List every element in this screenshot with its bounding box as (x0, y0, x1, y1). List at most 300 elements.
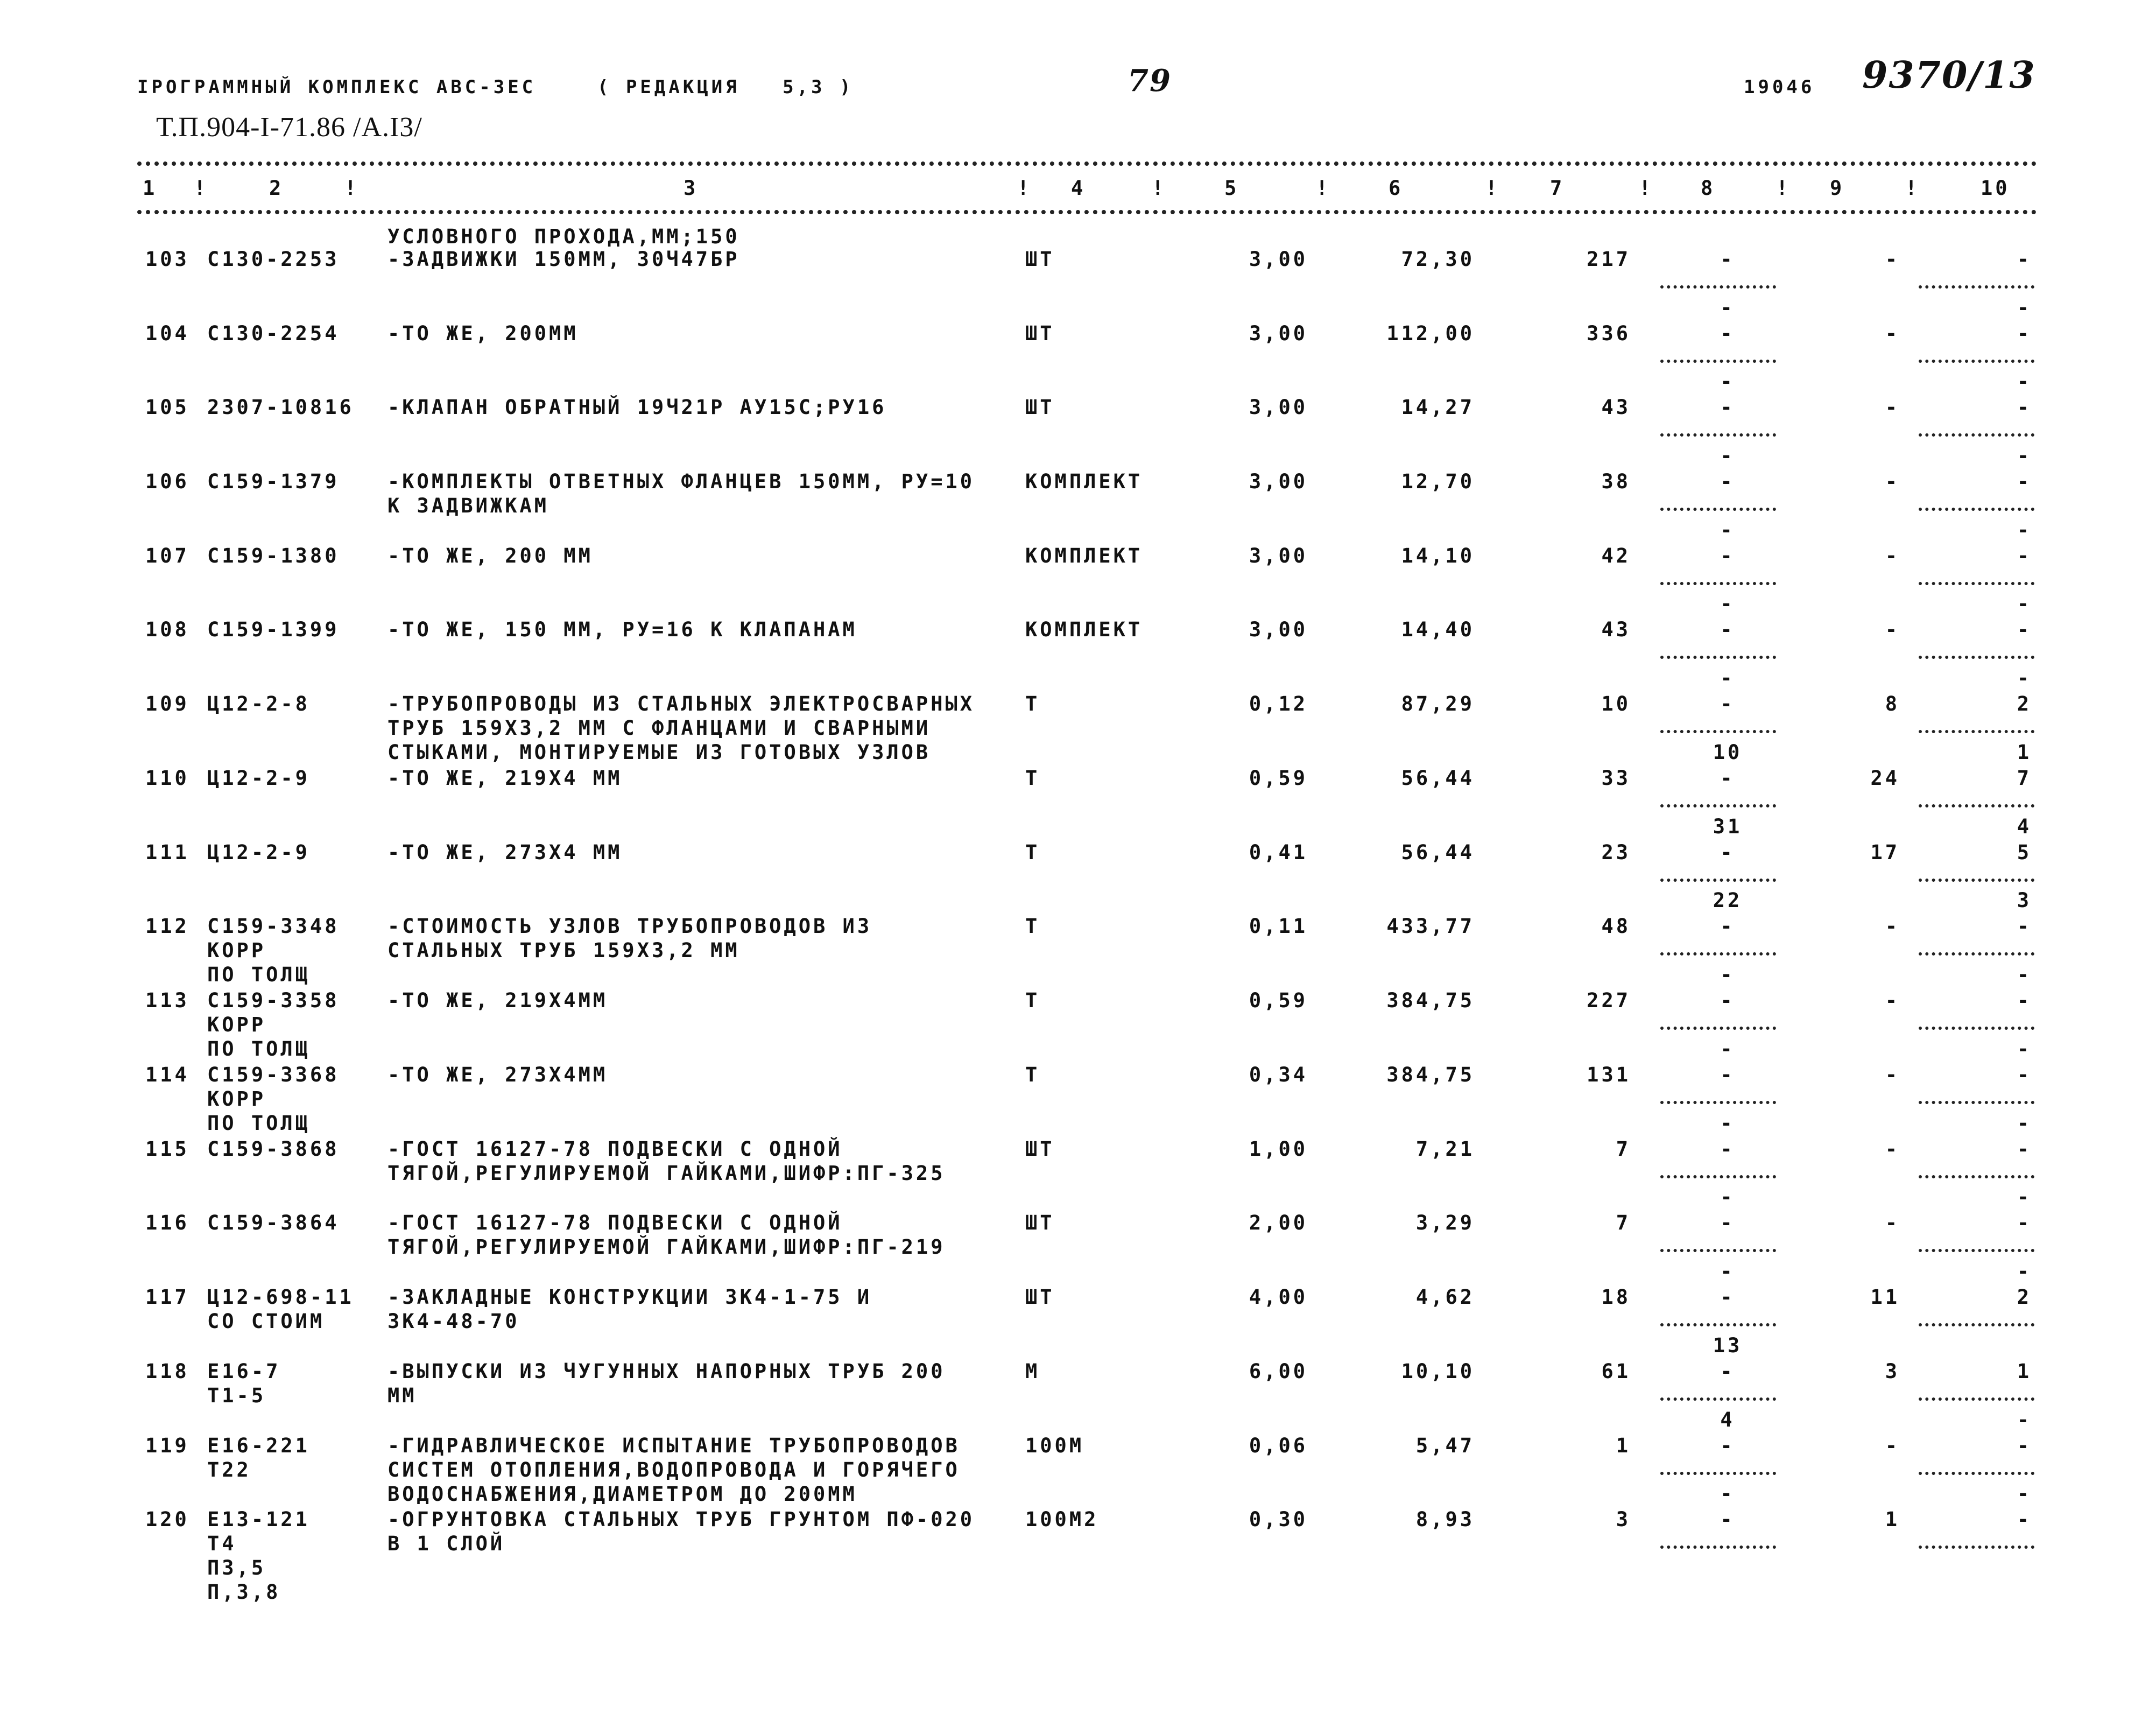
subtotal-rule (1919, 1101, 2034, 1104)
unit-price: 14,10 (1401, 544, 1475, 567)
col8-subvalue: - (1720, 1260, 1735, 1283)
item-description: ММ (387, 1384, 417, 1407)
subtotal-rule (1919, 433, 2034, 437)
resource-code: ПО ТОЛЩ (207, 1112, 310, 1135)
total-cost: 227 (1587, 989, 1631, 1012)
subtotal-rule (1660, 285, 1776, 289)
item-description: ЗК4-48-70 (387, 1310, 520, 1333)
col8-value: - (1720, 1360, 1735, 1383)
col10-value: - (2017, 248, 2032, 271)
row-number: 116 (145, 1211, 189, 1234)
subtotal-rule (1660, 1101, 1776, 1104)
col10-value: 1 (2017, 1360, 2032, 1383)
col8-value: - (1720, 1508, 1735, 1531)
unit: КОМПЛЕКТ (1025, 544, 1143, 567)
column-header-6: 6 (1389, 177, 1404, 200)
col10-value: - (2017, 396, 2032, 419)
resource-code: КОРР (207, 1013, 266, 1036)
col8-subvalue: - (1720, 370, 1735, 393)
resource-code: Т4 (207, 1532, 237, 1555)
row-number: 111 (145, 841, 189, 864)
col8-value: - (1720, 1286, 1735, 1309)
quantity: 3,00 (1249, 470, 1308, 493)
quantity: 0,06 (1249, 1434, 1308, 1457)
subtotal-rule (1660, 1397, 1776, 1401)
col9-value: - (1885, 1211, 1900, 1234)
column-divider: ! (1639, 177, 1654, 200)
col9-value: - (1885, 1063, 1900, 1086)
col8-value: - (1720, 396, 1735, 419)
col10-subvalue: - (2017, 592, 2032, 615)
col8-value: - (1720, 767, 1735, 790)
col8-value: - (1720, 618, 1735, 641)
item-description: ТРУБ 159Х3,2 ММ С ФЛАНЦАМИ И СВАРНЫМИ (387, 716, 931, 740)
row-number: 110 (145, 767, 189, 790)
item-description: -ЗАКЛАДНЫЕ КОНСТРУКЦИИ ЗК4-1-75 И (387, 1286, 872, 1309)
resource-code: С159-1399 (207, 618, 340, 641)
subtotal-rule (1919, 285, 2034, 289)
item-description: СТЫКАМИ, МОНТИРУЕМЫЕ ИЗ ГОТОВЫХ УЗЛОВ (387, 741, 931, 764)
unit: 100М2 (1025, 1508, 1099, 1531)
column-header-8: 8 (1701, 177, 1716, 200)
row-number: 119 (145, 1434, 189, 1457)
col8-subvalue: - (1720, 296, 1735, 319)
row-number: 103 (145, 248, 189, 271)
row-number: 113 (145, 989, 189, 1012)
column-header-4: 4 (1071, 177, 1086, 200)
resource-code: С159-3358 (207, 989, 340, 1012)
unit: ШТ (1025, 248, 1055, 271)
col9-value: 3 (1885, 1360, 1900, 1383)
col8-value: - (1720, 841, 1735, 864)
page-number: 79 (1128, 63, 1172, 99)
quantity: 3,00 (1249, 544, 1308, 567)
resource-code: Ц12-2-9 (207, 841, 310, 864)
quantity: 4,00 (1249, 1286, 1308, 1309)
row-number: 109 (145, 692, 189, 715)
item-description: ВОДОСНАБЖЕНИЯ,ДИАМЕТРОМ ДО 200ММ (387, 1483, 857, 1506)
column-header-10: 10 (1981, 177, 2010, 200)
unit: КОМПЛЕКТ (1025, 618, 1143, 641)
col10-value: - (2017, 915, 2032, 938)
subtotal-rule (1919, 1249, 2034, 1252)
column-divider: ! (1485, 177, 1500, 200)
col9-value: - (1885, 322, 1900, 345)
resource-code: СО СТОИМ (207, 1310, 325, 1333)
unit-price: 56,44 (1401, 767, 1475, 790)
col9-value: - (1885, 396, 1900, 419)
subtotal-rule (1919, 360, 2034, 363)
unit-price: 3,29 (1415, 1211, 1475, 1234)
column-divider: ! (1776, 177, 1791, 200)
column-header-5: 5 (1224, 177, 1239, 200)
row-number: 105 (145, 396, 189, 419)
col9-value: - (1885, 1137, 1900, 1161)
subtotal-rule (1660, 952, 1776, 956)
resource-code: Т22 (207, 1458, 251, 1481)
total-cost: 42 (1601, 544, 1631, 567)
subtotal-rule (1919, 1472, 2034, 1475)
unit: КОМПЛЕКТ (1025, 470, 1143, 493)
total-cost: 33 (1601, 767, 1631, 790)
item-description: -КОМПЛЕКТЫ ОТВЕТНЫХ ФЛАНЦЕВ 150ММ, РУ=10 (387, 470, 975, 493)
subtotal-rule (1919, 730, 2034, 733)
total-cost: 43 (1601, 618, 1631, 641)
row-number: 107 (145, 544, 189, 567)
program-title: ІРОГРАММНЫЙ КОМПЛЕКС АВС-ЗЕС (137, 76, 537, 98)
subtotal-rule (1660, 1472, 1776, 1475)
item-description: СТАЛЬНЫХ ТРУБ 159Х3,2 ММ (387, 939, 740, 962)
item-description: -ОГРУНТОВКА СТАЛЬНЫХ ТРУБ ГРУНТОМ ПФ-020 (387, 1508, 975, 1531)
subtotal-rule (1919, 508, 2034, 511)
col9-value: 11 (1870, 1286, 1900, 1309)
col10-subvalue: - (2017, 1037, 2032, 1060)
resource-code: КОРР (207, 939, 266, 962)
col9-value: - (1885, 618, 1900, 641)
subtotal-rule (1660, 582, 1776, 585)
unit: М (1025, 1360, 1040, 1383)
col8-subvalue: 4 (1720, 1408, 1735, 1431)
col9-value: 8 (1885, 692, 1900, 715)
unit-price: 8,93 (1415, 1508, 1475, 1531)
subtotal-rule (1919, 582, 2034, 585)
col9-value: - (1885, 544, 1900, 567)
column-header-9: 9 (1830, 177, 1845, 200)
col9-value: - (1885, 915, 1900, 938)
quantity: 0,59 (1249, 767, 1308, 790)
quantity: 0,34 (1249, 1063, 1308, 1086)
col10-subvalue: - (2017, 1185, 2032, 1209)
col10-value: 7 (2017, 767, 2032, 790)
total-cost: 10 (1601, 692, 1631, 715)
item-description: -ТО ЖЕ, 219Х4 ММ (387, 767, 623, 790)
col10-subvalue: 3 (2017, 889, 2032, 912)
col8-subvalue: - (1720, 1482, 1735, 1505)
col10-value: - (2017, 618, 2032, 641)
subtotal-rule (1919, 1546, 2034, 1549)
col10-value: - (2017, 1063, 2032, 1086)
resource-code: КОРР (207, 1087, 266, 1111)
col8-value: - (1720, 322, 1735, 345)
col8-subvalue: 22 (1713, 889, 1743, 912)
total-cost: 217 (1587, 248, 1631, 271)
unit-price: 72,30 (1401, 248, 1475, 271)
doc-reference: Т.П.904-I-71.86 /А.I3/ (156, 112, 422, 143)
total-cost: 43 (1601, 396, 1631, 419)
subtotal-rule (1919, 1323, 2034, 1326)
col10-value: 2 (2017, 692, 2032, 715)
intro-line: УСЛОВНОГО ПРОХОДА,ММ;150 (387, 225, 740, 248)
column-divider: ! (344, 177, 360, 200)
col8-value: - (1720, 915, 1735, 938)
subtotal-rule (1660, 433, 1776, 437)
unit: ШТ (1025, 1286, 1055, 1309)
subtotal-rule (1919, 804, 2034, 807)
item-description: -ВЫПУСКИ ИЗ ЧУГУННЫХ НАПОРНЫХ ТРУБ 200 (387, 1360, 946, 1383)
subtotal-rule (1660, 1546, 1776, 1549)
quantity: 1,00 (1249, 1137, 1308, 1161)
item-description: -ГИДРАВЛИЧЕСКОЕ ИСПЫТАНИЕ ТРУБОПРОВОДОВ (387, 1434, 960, 1457)
col10-subvalue: - (2017, 1482, 2032, 1505)
col9-value: - (1885, 248, 1900, 271)
subtotal-rule (1919, 952, 2034, 956)
unit: Т (1025, 841, 1040, 864)
subtotal-rule (1919, 656, 2034, 659)
unit-price: 7,21 (1415, 1137, 1475, 1161)
unit-price: 56,44 (1401, 841, 1475, 864)
resource-code: С130-2253 (207, 248, 340, 271)
column-header-1: 1 (143, 177, 158, 200)
column-divider: ! (1905, 177, 1920, 200)
col8-subvalue: - (1720, 666, 1735, 690)
col10-subvalue: 4 (2017, 815, 2032, 838)
resource-code: Ц12-698-11 (207, 1286, 354, 1309)
resource-code: П3,5 (207, 1556, 266, 1579)
col8-subvalue: 10 (1713, 741, 1743, 764)
col10-value: - (2017, 1211, 2032, 1234)
unit: ШТ (1025, 396, 1055, 419)
unit-price: 10,10 (1401, 1360, 1475, 1383)
column-divider: ! (194, 177, 209, 200)
resource-code: С159-3368 (207, 1063, 340, 1086)
col10-value: - (2017, 470, 2032, 493)
col10-subvalue: - (2017, 666, 2032, 690)
unit-price: 5,47 (1415, 1434, 1475, 1457)
column-header-7: 7 (1550, 177, 1565, 200)
total-cost: 3 (1616, 1508, 1631, 1531)
row-number: 104 (145, 322, 189, 345)
handwritten-stamp: 9370/13 (1862, 54, 2036, 97)
resource-code: С159-1379 (207, 470, 340, 493)
column-divider: ! (1316, 177, 1331, 200)
col10-value: - (2017, 544, 2032, 567)
item-description: -ТО ЖЕ, 200ММ (387, 322, 579, 345)
col8-subvalue: - (1720, 444, 1735, 467)
row-number: 108 (145, 618, 189, 641)
subtotal-rule (1660, 1249, 1776, 1252)
column-header-2: 2 (269, 177, 284, 200)
row-number: 115 (145, 1137, 189, 1161)
total-cost: 1 (1616, 1434, 1631, 1457)
subtotal-rule (1919, 1175, 2034, 1178)
column-divider: ! (1152, 177, 1167, 200)
quantity: 6,00 (1249, 1360, 1308, 1383)
col10-subvalue: 1 (2017, 741, 2032, 764)
col10-subvalue: - (2017, 963, 2032, 986)
col10-value: - (2017, 1434, 2032, 1457)
subtotal-rule (1660, 804, 1776, 807)
subtotal-rule (1660, 1175, 1776, 1178)
quantity: 0,41 (1249, 841, 1308, 864)
quantity: 0,11 (1249, 915, 1308, 938)
item-description: -ТО ЖЕ, 200 ММ (387, 544, 593, 567)
item-description: ТЯГОЙ,РЕГУЛИРУЕМОЙ ГАЙКАМИ,ШИФР:ПГ-325 (387, 1162, 946, 1185)
edition-label: ( РЕДАКЦИЯ 5,3 ) (597, 76, 854, 98)
resource-code: Ц12-2-8 (207, 692, 310, 715)
col8-subvalue: - (1720, 1037, 1735, 1060)
item-description: К ЗАДВИЖКАМ (387, 494, 549, 517)
col8-value: - (1720, 989, 1735, 1012)
item-description: В 1 СЛОЙ (387, 1532, 505, 1555)
quantity: 0,59 (1249, 989, 1308, 1012)
col10-subvalue: - (2017, 518, 2032, 542)
item-description: -ГОСТ 16127-78 ПОДВЕСКИ С ОДНОЙ (387, 1211, 843, 1234)
col10-value: - (2017, 322, 2032, 345)
col9-value: 17 (1870, 841, 1900, 864)
total-cost: 336 (1587, 322, 1631, 345)
unit-price: 87,29 (1401, 692, 1475, 715)
total-cost: 38 (1601, 470, 1631, 493)
col10-subvalue: - (2017, 444, 2032, 467)
header-top-rule (137, 161, 2037, 166)
resource-code: Ц12-2-9 (207, 767, 310, 790)
col9-value: 24 (1870, 767, 1900, 790)
unit-price: 12,70 (1401, 470, 1475, 493)
column-divider: ! (1017, 177, 1032, 200)
unit-price: 14,40 (1401, 618, 1475, 641)
subtotal-rule (1660, 730, 1776, 733)
item-description: -ГОСТ 16127-78 ПОДВЕСКИ С ОДНОЙ (387, 1137, 843, 1161)
quantity: 3,00 (1249, 618, 1308, 641)
resource-code: 2307-10816 (207, 396, 354, 419)
resource-code: Е16-7 (207, 1360, 281, 1383)
unit-price: 4,62 (1415, 1286, 1475, 1309)
col8-value: - (1720, 1434, 1735, 1457)
col10-value: 5 (2017, 841, 2032, 864)
unit: Т (1025, 915, 1040, 938)
subtotal-rule (1660, 360, 1776, 363)
col8-subvalue: - (1720, 592, 1735, 615)
document-code: 19046 (1744, 76, 1815, 98)
total-cost: 23 (1601, 841, 1631, 864)
col8-value: - (1720, 1063, 1735, 1086)
col10-value: - (2017, 989, 2032, 1012)
subtotal-rule (1660, 656, 1776, 659)
col10-value: - (2017, 1137, 2032, 1161)
quantity: 3,00 (1249, 248, 1308, 271)
col9-value: 1 (1885, 1508, 1900, 1531)
col8-subvalue: 31 (1713, 815, 1743, 838)
subtotal-rule (1660, 1323, 1776, 1326)
col8-value: - (1720, 470, 1735, 493)
total-cost: 7 (1616, 1137, 1631, 1161)
col10-subvalue: - (2017, 296, 2032, 319)
col8-value: - (1720, 248, 1735, 271)
column-header-3: 3 (684, 177, 699, 200)
item-description: -ТРУБОПРОВОДЫ ИЗ СТАЛЬНЫХ ЭЛЕКТРОСВАРНЫХ (387, 692, 975, 715)
item-description: ТЯГОЙ,РЕГУЛИРУЕМОЙ ГАЙКАМИ,ШИФР:ПГ-219 (387, 1235, 946, 1259)
item-description: -ТО ЖЕ, 273Х4ММ (387, 1063, 608, 1086)
unit: ШТ (1025, 1211, 1055, 1234)
unit-price: 112,00 (1386, 322, 1475, 345)
row-number: 117 (145, 1286, 189, 1309)
item-description: СИСТЕМ ОТОПЛЕНИЯ,ВОДОПРОВОДА И ГОРЯЧЕГО (387, 1458, 960, 1481)
unit: Т (1025, 989, 1040, 1012)
unit-price: 433,77 (1386, 915, 1475, 938)
total-cost: 18 (1601, 1286, 1631, 1309)
quantity: 0,30 (1249, 1508, 1308, 1531)
col9-value: - (1885, 470, 1900, 493)
unit-price: 384,75 (1386, 1063, 1475, 1086)
quantity: 3,00 (1249, 396, 1308, 419)
col8-subvalue: - (1720, 1112, 1735, 1135)
subtotal-rule (1919, 1027, 2034, 1030)
resource-code: С159-3348 (207, 915, 340, 938)
item-description: -КЛАПАН ОБРАТНЫЙ 19Ч21Р АУ15С;РУ16 (387, 396, 887, 419)
total-cost: 131 (1587, 1063, 1631, 1086)
quantity: 2,00 (1249, 1211, 1308, 1234)
item-description: -ТО ЖЕ, 273Х4 ММ (387, 841, 623, 864)
col10-subvalue: - (2017, 1408, 2032, 1431)
row-number: 118 (145, 1360, 189, 1383)
unit: Т (1025, 692, 1040, 715)
col9-value: - (1885, 989, 1900, 1012)
resource-code: С130-2254 (207, 322, 340, 345)
total-cost: 61 (1601, 1360, 1631, 1383)
col8-subvalue: - (1720, 518, 1735, 542)
resource-code: С159-3864 (207, 1211, 340, 1234)
subtotal-rule (1660, 508, 1776, 511)
resource-code: С159-1380 (207, 544, 340, 567)
item-description: -ЗАДВИЖКИ 150ММ, 30Ч47БР (387, 248, 740, 271)
unit: Т (1025, 1063, 1040, 1086)
resource-code: П,3,8 (207, 1580, 281, 1604)
unit-price: 14,27 (1401, 396, 1475, 419)
resource-code: ПО ТОЛЩ (207, 963, 310, 986)
quantity: 3,00 (1249, 322, 1308, 345)
col8-subvalue: - (1720, 963, 1735, 986)
unit-price: 384,75 (1386, 989, 1475, 1012)
row-number: 120 (145, 1508, 189, 1531)
col10-value: - (2017, 1508, 2032, 1531)
total-cost: 7 (1616, 1211, 1631, 1234)
resource-code: С159-3868 (207, 1137, 340, 1161)
item-description: -ТО ЖЕ, 219Х4ММ (387, 989, 608, 1012)
subtotal-rule (1919, 1397, 2034, 1401)
quantity: 0,12 (1249, 692, 1308, 715)
col10-subvalue: - (2017, 1260, 2032, 1283)
col8-value: - (1720, 692, 1735, 715)
total-cost: 48 (1601, 915, 1631, 938)
resource-code: Е16-221 (207, 1434, 310, 1457)
resource-code: Е13-121 (207, 1508, 310, 1531)
row-number: 106 (145, 470, 189, 493)
col8-subvalue: - (1720, 1185, 1735, 1209)
resource-code: Т1-5 (207, 1384, 266, 1407)
col8-value: - (1720, 544, 1735, 567)
col8-subvalue: 13 (1713, 1334, 1743, 1357)
item-description: -СТОИМОСТЬ УЗЛОВ ТРУБОПРОВОДОВ ИЗ (387, 915, 872, 938)
col8-value: - (1720, 1211, 1735, 1234)
row-number: 114 (145, 1063, 189, 1086)
subtotal-rule (1660, 1027, 1776, 1030)
unit: ШТ (1025, 322, 1055, 345)
subtotal-rule (1919, 879, 2034, 882)
resource-code: ПО ТОЛЩ (207, 1037, 310, 1060)
item-description: -ТО ЖЕ, 150 ММ, РУ=16 К КЛАПАНАМ (387, 618, 857, 641)
header-bottom-rule (137, 210, 2037, 214)
col9-value: - (1885, 1434, 1900, 1457)
subtotal-rule (1660, 879, 1776, 882)
unit: ШТ (1025, 1137, 1055, 1161)
unit: Т (1025, 767, 1040, 790)
row-number: 112 (145, 915, 189, 938)
col10-subvalue: - (2017, 370, 2032, 393)
col10-value: 2 (2017, 1286, 2032, 1309)
col8-value: - (1720, 1137, 1735, 1161)
unit: 100М (1025, 1434, 1084, 1457)
col10-subvalue: - (2017, 1112, 2032, 1135)
